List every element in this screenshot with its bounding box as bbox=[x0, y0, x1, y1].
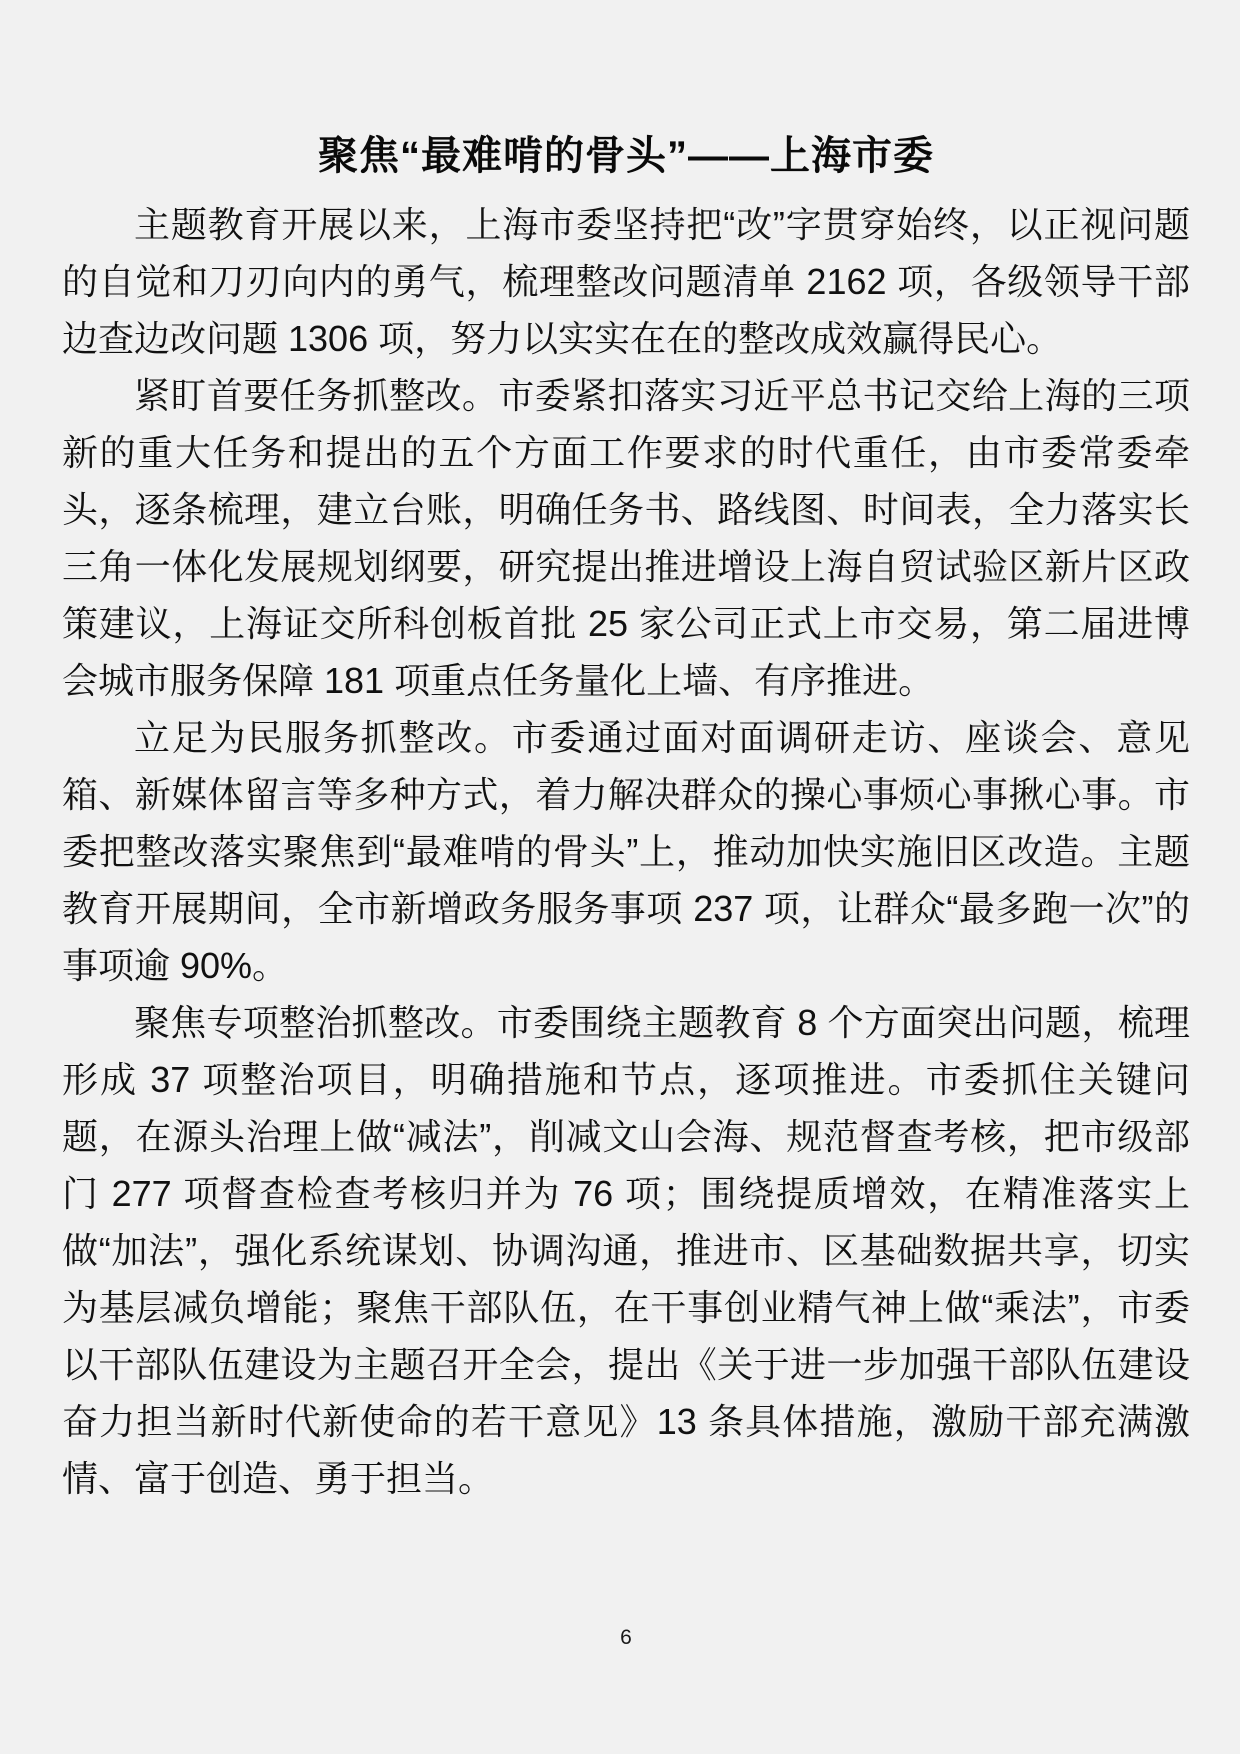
document-body bbox=[62, 196, 1190, 1507]
paragraph-4: 聚焦专项整治抓整改。市委围绕主题教育 8 个方面突出问题，梳理形成 37 项整治项目，明确措施和节点，逐项推进。市委抓住关键问题，在源头治理上做“减法”，削减文山会海、规范督查考核，把市级部门 277 项督查检查考核归并为 76 项；围绕提质增效，在精准落实上做“加法”，强化系统谋划、协调沟通，推进市、区基础数据共享，切实为基层减负增能；聚焦干部队伍，在干事创业精气神上做“乘法”，市委以干部队伍建设为主题召开全会，提出《关于进一步加强干部队伍建设奋力担当新时代新使命的若干意见》13 条具体措施，激励干部充满激情、富于创造、勇于担当。 bbox=[62, 1002, 1190, 1499]
document-title: 聚焦“最难啃的骨头”——上海市委 bbox=[318, 134, 934, 178]
page-number: 6 bbox=[620, 1626, 632, 1649]
paragraph-1: 主题教育开展以来，上海市委坚持把“改”字贯穿始终，以正视问题的自觉和刀刃向内的勇气，梳理整改问题清单 2162 项，各级领导干部边查边改问题 1306 项，努力以实实在在的整改成效赢得民心。 bbox=[62, 204, 1190, 359]
paragraph-2: 紧盯首要任务抓整改。市委紧扣落实习近平总书记交给上海的三项新的重大任务和提出的五个方面工作要求的时代重任，由市委常委牵头，逐条梳理，建立台账，明确任务书、路线图、时间表，全力落实长三角一体化发展规划纲要，研究提出推进增设上海自贸试验区新片区政策建议，上海证交所科创板首批 25 家公司正式上市交易，第二届进博会城市服务保障 181 项重点任务量化上墙、有序推进。 bbox=[62, 375, 1190, 701]
paragraph-3: 立足为民服务抓整改。市委通过面对面调研走访、座谈会、意见箱、新媒体留言等多种方式，着力解决群众的操心事烦心事揪心事。市委把整改落实聚焦到“最难啃的骨头”上，推动加快实施旧区改造。主题教育开展期间，全市新增政务服务事项 237 项，让群众“最多跑一次”的事项逾 90%。 bbox=[62, 717, 1190, 986]
